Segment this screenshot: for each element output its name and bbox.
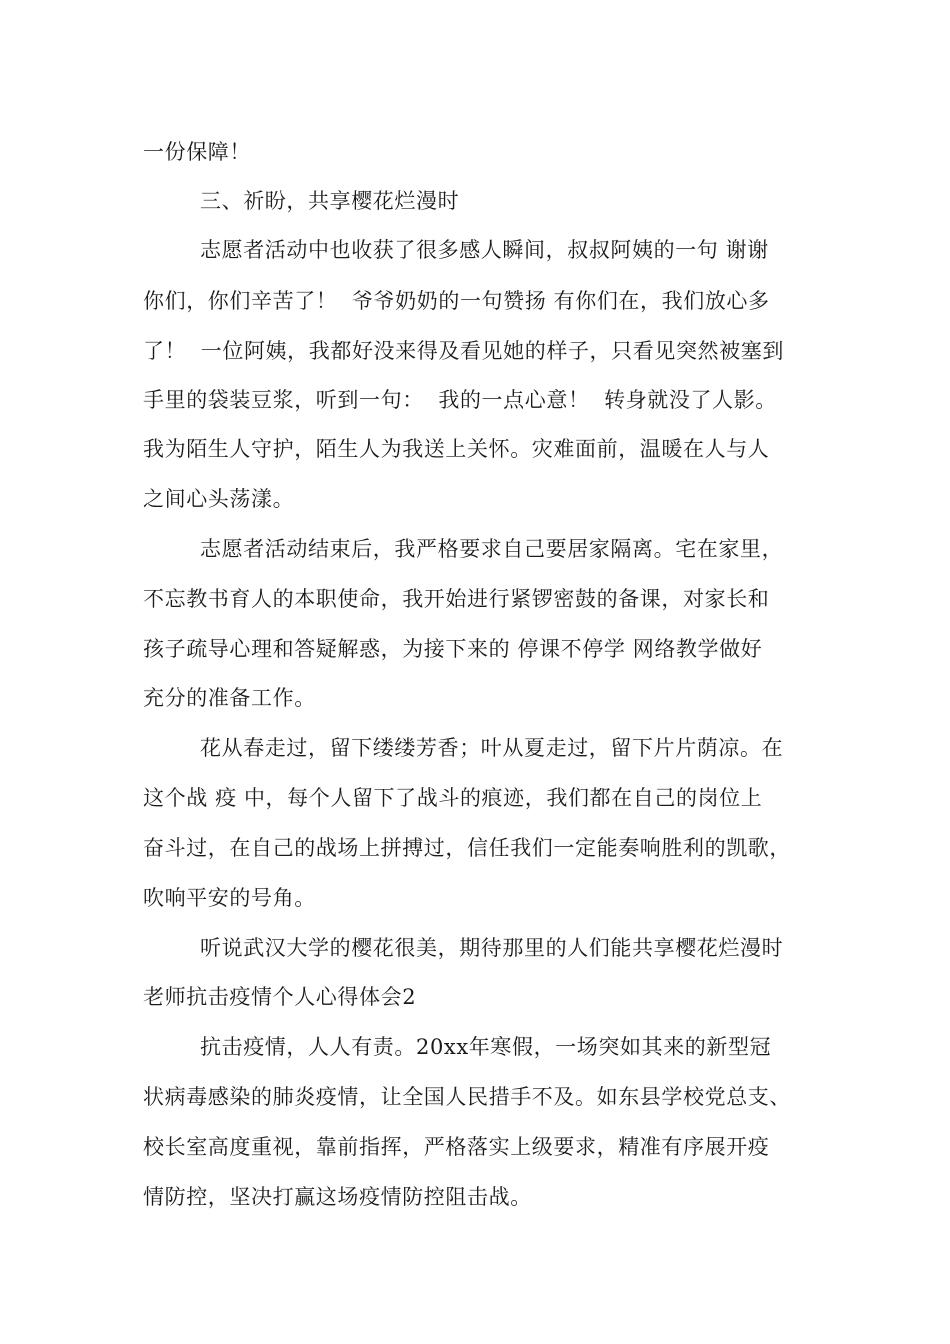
paragraph-line: 听说武汉大学的樱花很美，期待那里的人们能共享樱花烂漫时 — [200, 936, 784, 960]
paragraph-line: 手里的袋装豆浆，听到一句： 我的一点心意！ 转身就没了人影。 — [143, 388, 777, 412]
paragraph-line: 你们，你们辛苦了！ 爷爷奶奶的一句赞扬 有你们在，我们放心多 — [143, 289, 770, 313]
paragraph-line: 孩子疏导心理和答疑解惑，为接下来的 停课不停学 网络教学做好 — [143, 637, 763, 661]
paragraph-line: 一份保障！ — [143, 140, 251, 164]
document-title: 老师抗击疫情个人心得体会2 — [143, 985, 417, 1009]
paragraph-line: 状病毒感染的肺炎疫情，让全国人民措手不及。如东县学校党总支、 — [143, 1085, 791, 1109]
paragraph-line: 我为陌生人守护，陌生人为我送上关怀。灾难面前，温暖在人与人 — [143, 437, 770, 461]
paragraph-line: 吹响平安的号角。 — [143, 886, 316, 910]
paragraph-line: 奋斗过，在自己的战场上拼搏过，信任我们一定能奏响胜利的凯歌， — [143, 836, 791, 860]
paragraph-line: 花从春走过，留下缕缕芳香；叶从夏走过，留下片片荫凉。在 — [200, 736, 784, 760]
section-heading: 三、祈盼，共享樱花烂漫时 — [200, 189, 460, 213]
paragraph-line: 不忘教书育人的本职使命，我开始进行紧锣密鼓的备课，对家长和 — [143, 587, 770, 611]
paragraph-line: 情防控，坚决打赢这场疫情防控阻击战。 — [143, 1185, 532, 1209]
paragraph-line: 志愿者活动中也收获了很多感人瞬间，叔叔阿姨的一句 谢谢 — [200, 238, 769, 262]
paragraph-line: 这个战 疫 中，每个人留下了战斗的痕迹，我们都在自己的岗位上 — [143, 786, 763, 810]
paragraph-line: 抗击疫情，人人有责。20xx年寒假，一场突如其来的新型冠 — [200, 1035, 772, 1059]
paragraph-line: 充分的准备工作。 — [143, 686, 316, 710]
paragraph-line: 校长室高度重视，靠前指挥，严格落实上级要求，精准有序展开疫 — [143, 1135, 770, 1159]
paragraph-line: 之间心头荡漾。 — [143, 487, 295, 511]
paragraph-line: 志愿者活动结束后，我严格要求自己要居家隔离。宅在家里， — [200, 537, 784, 561]
paragraph-line: 了！ 一位阿姨，我都好没来得及看见她的样子，只看见突然被塞到 — [143, 339, 784, 363]
